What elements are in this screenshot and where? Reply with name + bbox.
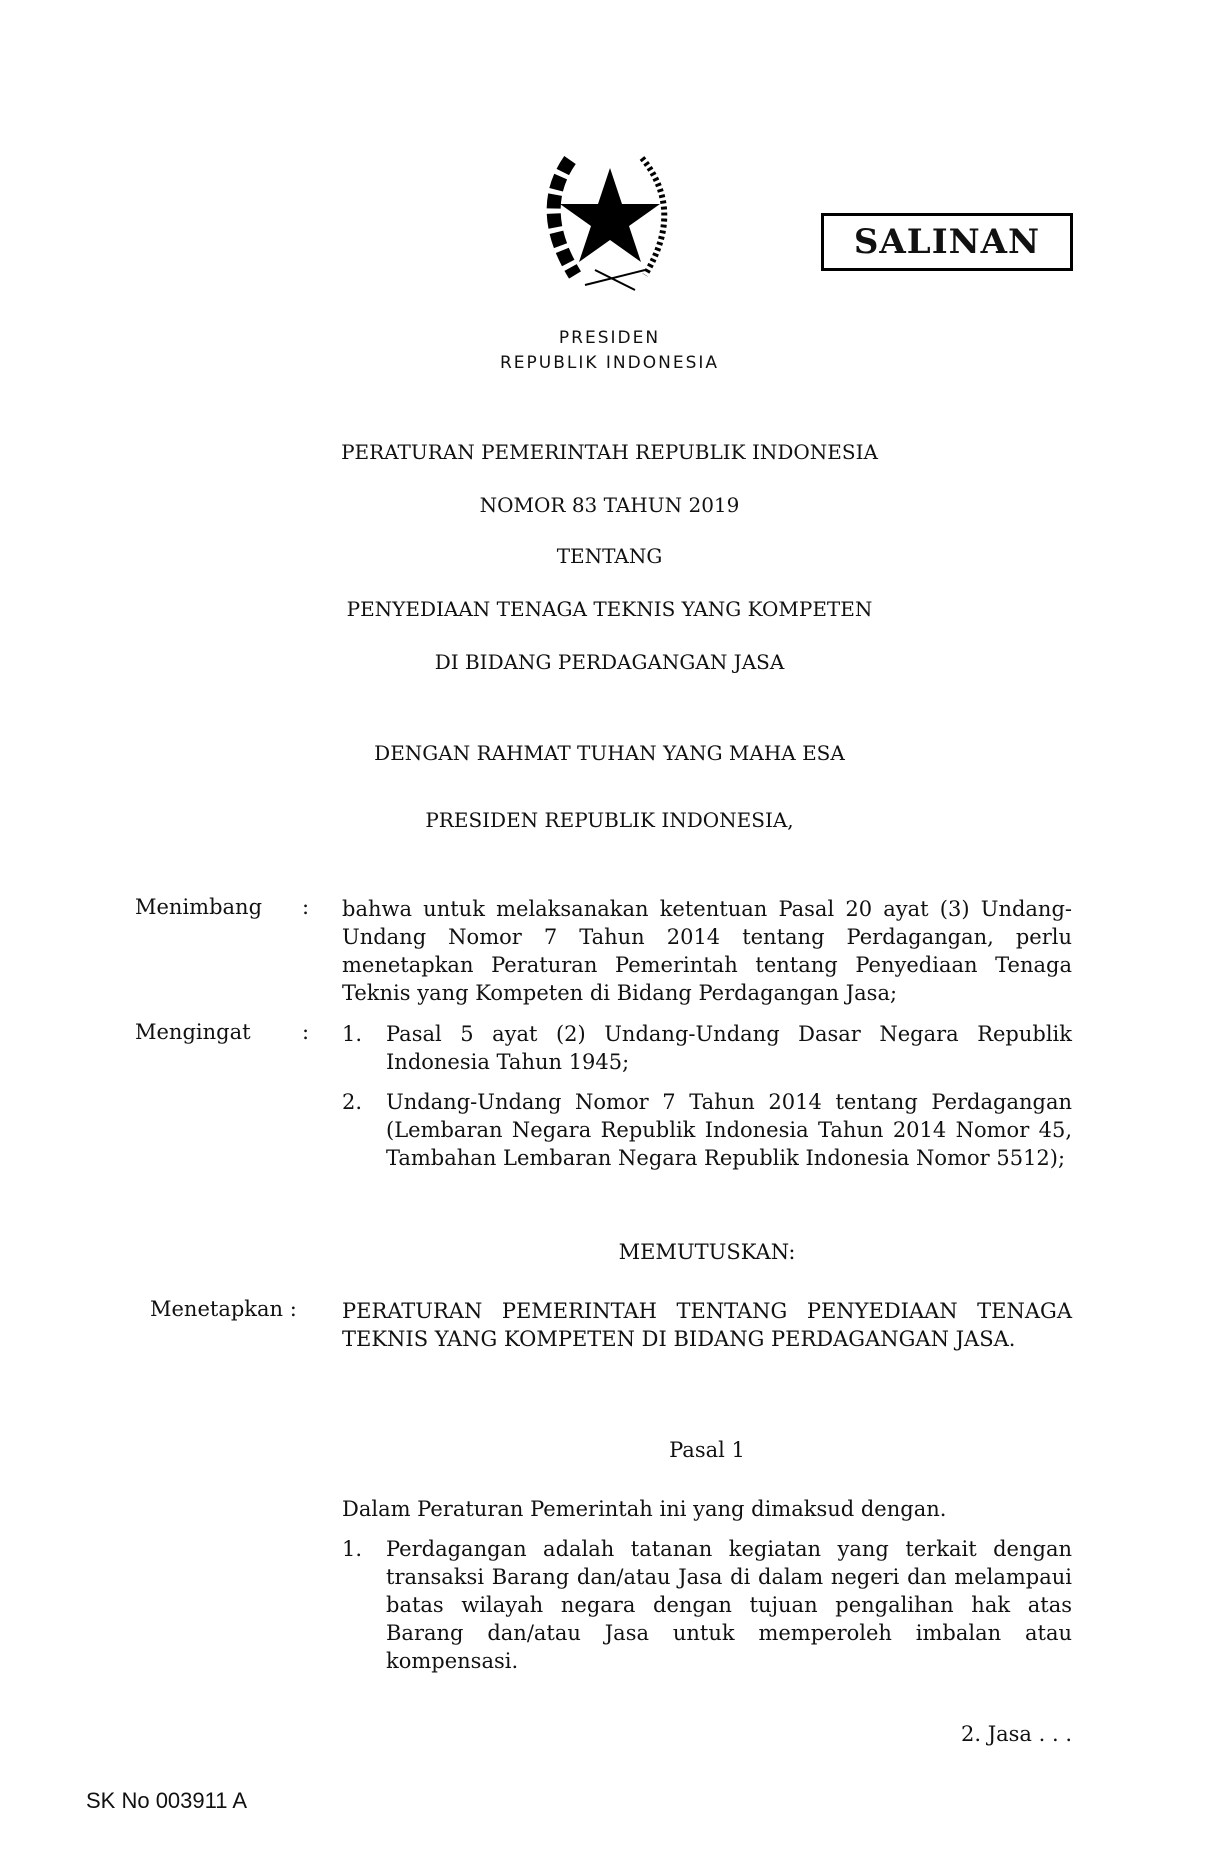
sk-number: SK No 003911 A (86, 1788, 248, 1813)
preamble-blessing: DENGAN RAHMAT TUHAN YANG MAHA ESA (374, 741, 845, 765)
menimbang-text: bahwa untuk melaksanakan ketentuan Pasal 20 ayat (3) Undang-Undang Nomor 7 Tahun 2014 tentang Perdagangan, perlu menetapkan Peraturan Pemerintah tentang Penyediaan Tenaga Teknis yang Kompeten di Bidang Perdagangan Jasa; (342, 897, 1072, 1005)
item-text: Undang-Undang Nomor 7 Tahun 2014 tentang Perdagangan (Lembaran Negara Republik Indonesia Tahun 2014 Nomor 45, Tambahan Lembaran Negara Republik Indonesia Nomor 5512); (386, 1090, 1072, 1170)
garuda-presidential-emblem (530, 140, 690, 300)
pasal-heading: Pasal 1 (669, 1438, 745, 1462)
preamble-president: PRESIDEN REPUBLIK INDONESIA, (425, 808, 794, 832)
regulation-subject-2: DI BIDANG PERDAGANGAN JASA (434, 650, 785, 674)
mengingat-label: Mengingat (135, 1020, 251, 1044)
regulation-title: PERATURAN PEMERINTAH REPUBLIK INDONESIA (341, 440, 878, 464)
emblem-caption-republik: REPUBLIK INDONESIA (499, 353, 720, 373)
memutuskan-heading: MEMUTUSKAN: (618, 1240, 796, 1264)
item-number: 1. (342, 1022, 363, 1046)
item-number: 1. (342, 1537, 363, 1561)
item-number: 2. (342, 1090, 363, 1114)
regulation-number: NOMOR 83 TAHUN 2019 (479, 493, 740, 517)
menimbang-label: Menimbang (135, 895, 263, 919)
item-text: Perdagangan adalah tatanan kegiatan yang terkait dengan transaksi Barang dan/atau Jasa di dalam negeri dan melampaui batas wilayah negara dengan tujuan pengalihan hak atas Barang dan/atau Jasa untuk memperoleh imbalan atau kompensasi. (386, 1537, 1072, 1673)
mengingat-item (342, 1020, 1072, 1076)
salinan-stamp: SALINAN (821, 213, 1073, 271)
menetapkan-label: Menetapkan : (150, 1297, 297, 1321)
mengingat-item (342, 1088, 1072, 1172)
pasal-intro: Dalam Peraturan Pemerintah ini yang dimaksud dengan. (342, 1497, 947, 1521)
page-continuation: 2. Jasa . . . (961, 1722, 1072, 1746)
emblem-caption-presiden: PRESIDEN (558, 328, 661, 348)
regulation-tentang: TENTANG (556, 544, 663, 568)
menetapkan-text: PERATURAN PEMERINTAH TENTANG PENYEDIAAN TENAGA TEKNIS YANG KOMPETEN DI BIDANG PERDAGANGAN JASA. (342, 1299, 1072, 1351)
menimbang-colon: : (302, 895, 310, 919)
regulation-subject-1: PENYEDIAAN TENAGA TEKNIS YANG KOMPETEN (346, 597, 873, 621)
item-text: Pasal 5 ayat (2) Undang-Undang Dasar Negara Republik Indonesia Tahun 1945; (386, 1022, 1072, 1074)
mengingat-colon: : (302, 1020, 310, 1044)
definition-item (342, 1535, 1072, 1675)
